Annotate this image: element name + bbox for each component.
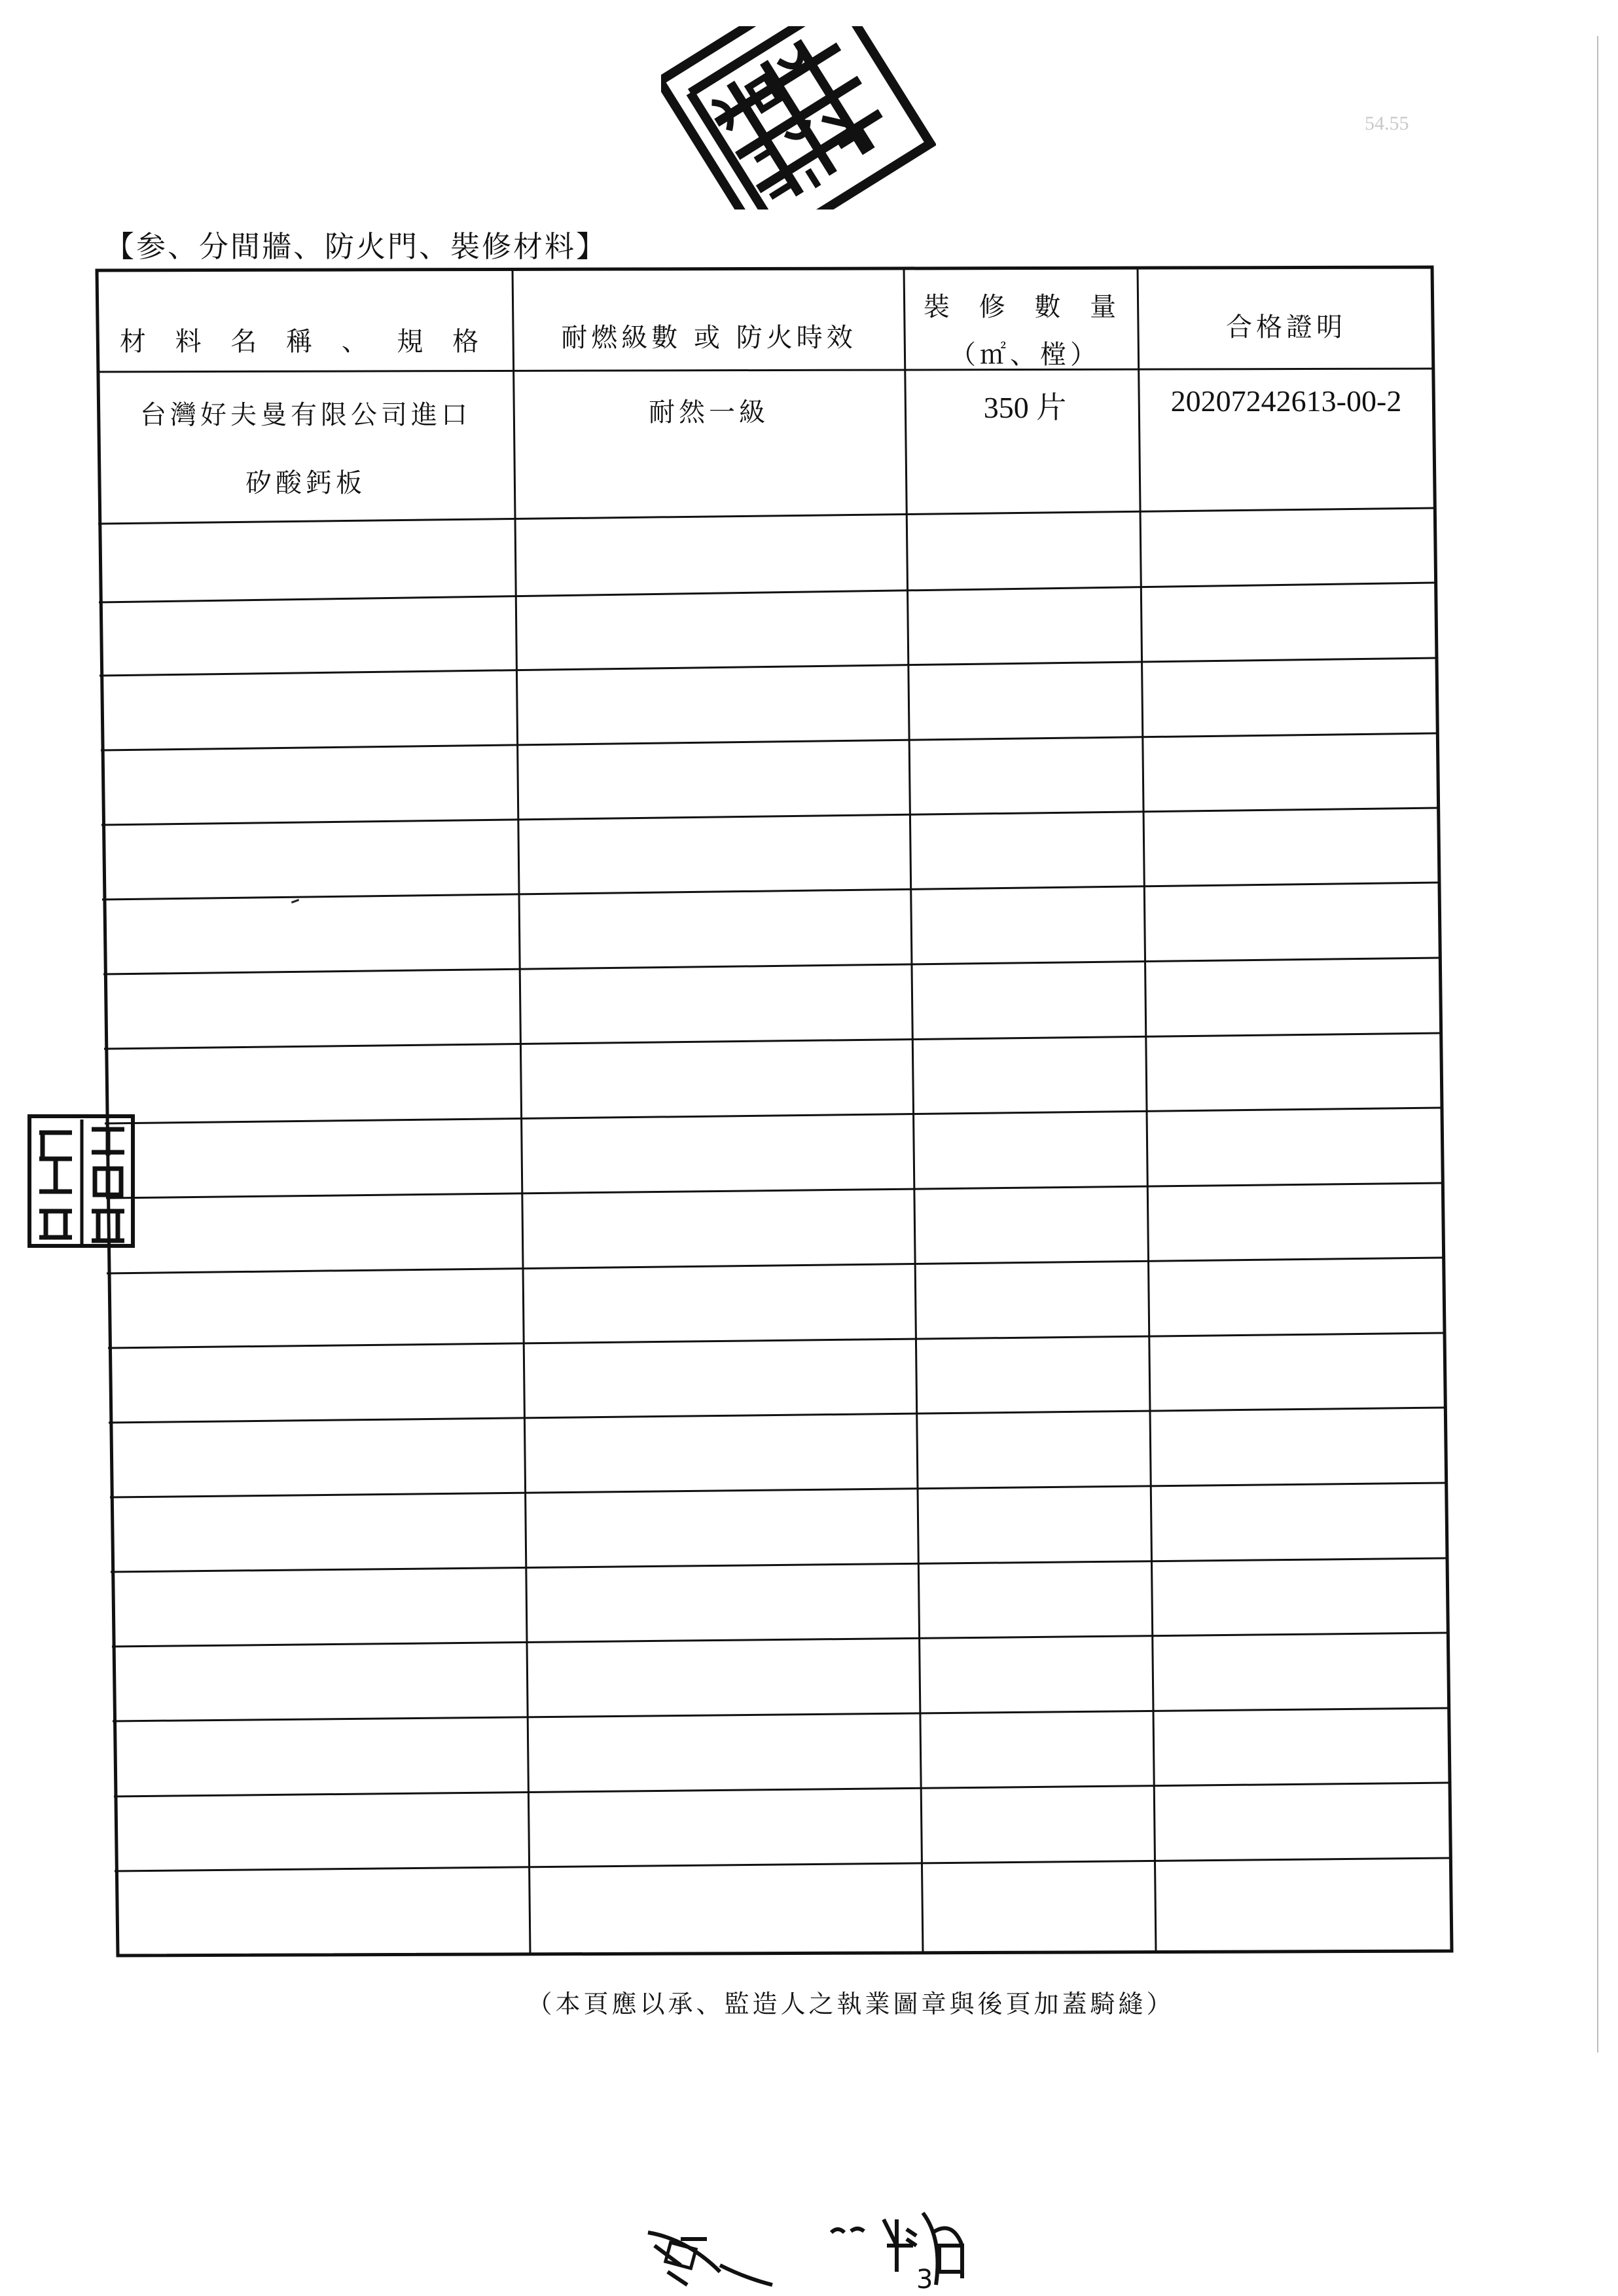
cell-material-spec: 矽酸鈣板 xyxy=(245,468,366,498)
bottom-seam-stamp-left xyxy=(641,2219,785,2291)
section-title: 【参、分間牆、防火門、裝修材料】 xyxy=(105,229,608,264)
header-quantity: 裝 修 數 量 xyxy=(923,292,1127,322)
footer-note: （本頁應以承、監造人之執業圖章與後頁加蓋騎縫） xyxy=(527,1990,1175,2018)
cell-fire-rating: 耐然一級 xyxy=(649,397,769,428)
header-fire-rating: 耐燃級數 或 防火時效 xyxy=(561,323,857,353)
page-number: 54.55 xyxy=(1365,113,1409,134)
header-certificate: 合格證明 xyxy=(1226,312,1346,342)
cell-certificate: 20207242613-00-2 xyxy=(1170,384,1402,418)
svg-text:3: 3 xyxy=(916,2265,933,2291)
header-material-name-spec: 材 料 名 稱 、 規 格 xyxy=(119,327,490,357)
bottom-seam-stamp-right xyxy=(825,2206,982,2291)
cell-material-name: 台灣好夫曼有限公司進口 xyxy=(140,400,471,430)
cell-quantity: 350 片 xyxy=(983,391,1067,424)
header-quantity-unit: （㎡、樘） xyxy=(950,340,1100,370)
